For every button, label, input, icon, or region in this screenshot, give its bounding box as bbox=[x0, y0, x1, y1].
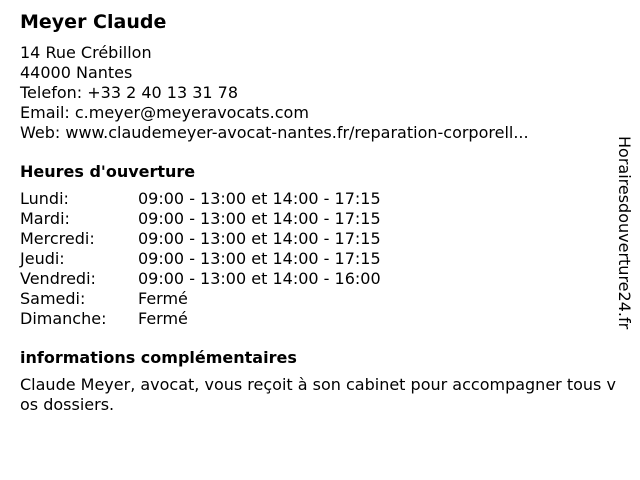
hours-day: Mardi: bbox=[20, 209, 70, 228]
info-title: informations complémentaires bbox=[20, 348, 297, 367]
hours-time: Fermé bbox=[138, 309, 188, 328]
address-street: 14 Rue Crébillon bbox=[20, 43, 152, 62]
hours-title: Heures d'ouverture bbox=[20, 162, 196, 181]
hours-day: Jeudi: bbox=[20, 249, 65, 268]
web-line: Web: www.claudemeyer-avocat-nantes.fr/reparation-corporell... bbox=[20, 123, 529, 142]
hours-time: 09:00 - 13:00 et 14:00 - 16:00 bbox=[138, 269, 381, 288]
email-line: Email: c.meyer@meyeravocats.com bbox=[20, 103, 309, 122]
hours-day: Samedi: bbox=[20, 289, 86, 308]
hours-table bbox=[20, 189, 381, 329]
hours-day: Lundi: bbox=[20, 189, 69, 208]
hours-day: Vendredi: bbox=[20, 269, 96, 288]
site-watermark: Horairesdouverture24.fr bbox=[615, 136, 634, 330]
hours-day: Dimanche: bbox=[20, 309, 107, 328]
hours-row bbox=[20, 209, 381, 229]
business-name: Meyer Claude bbox=[20, 11, 167, 33]
business-card bbox=[20, 10, 616, 415]
hours-time: Fermé bbox=[138, 289, 188, 308]
hours-row bbox=[20, 269, 381, 289]
hours-row bbox=[20, 289, 381, 309]
phone-line: Telefon: +33 2 40 13 31 78 bbox=[20, 83, 239, 102]
hours-day: Mercredi: bbox=[20, 229, 95, 248]
hours-row bbox=[20, 189, 381, 209]
info-text: Claude Meyer, avocat, vous reçoit à son cabinet pour accompagner tous vos dossiers. bbox=[20, 375, 616, 414]
address-city: 44000 Nantes bbox=[20, 63, 133, 82]
hours-time: 09:00 - 13:00 et 14:00 - 17:15 bbox=[138, 189, 381, 208]
hours-time: 09:00 - 13:00 et 14:00 - 17:15 bbox=[138, 229, 381, 248]
hours-row bbox=[20, 309, 381, 329]
hours-time: 09:00 - 13:00 et 14:00 - 17:15 bbox=[138, 249, 381, 268]
hours-row bbox=[20, 229, 381, 249]
hours-row bbox=[20, 249, 381, 269]
hours-time: 09:00 - 13:00 et 14:00 - 17:15 bbox=[138, 209, 381, 228]
